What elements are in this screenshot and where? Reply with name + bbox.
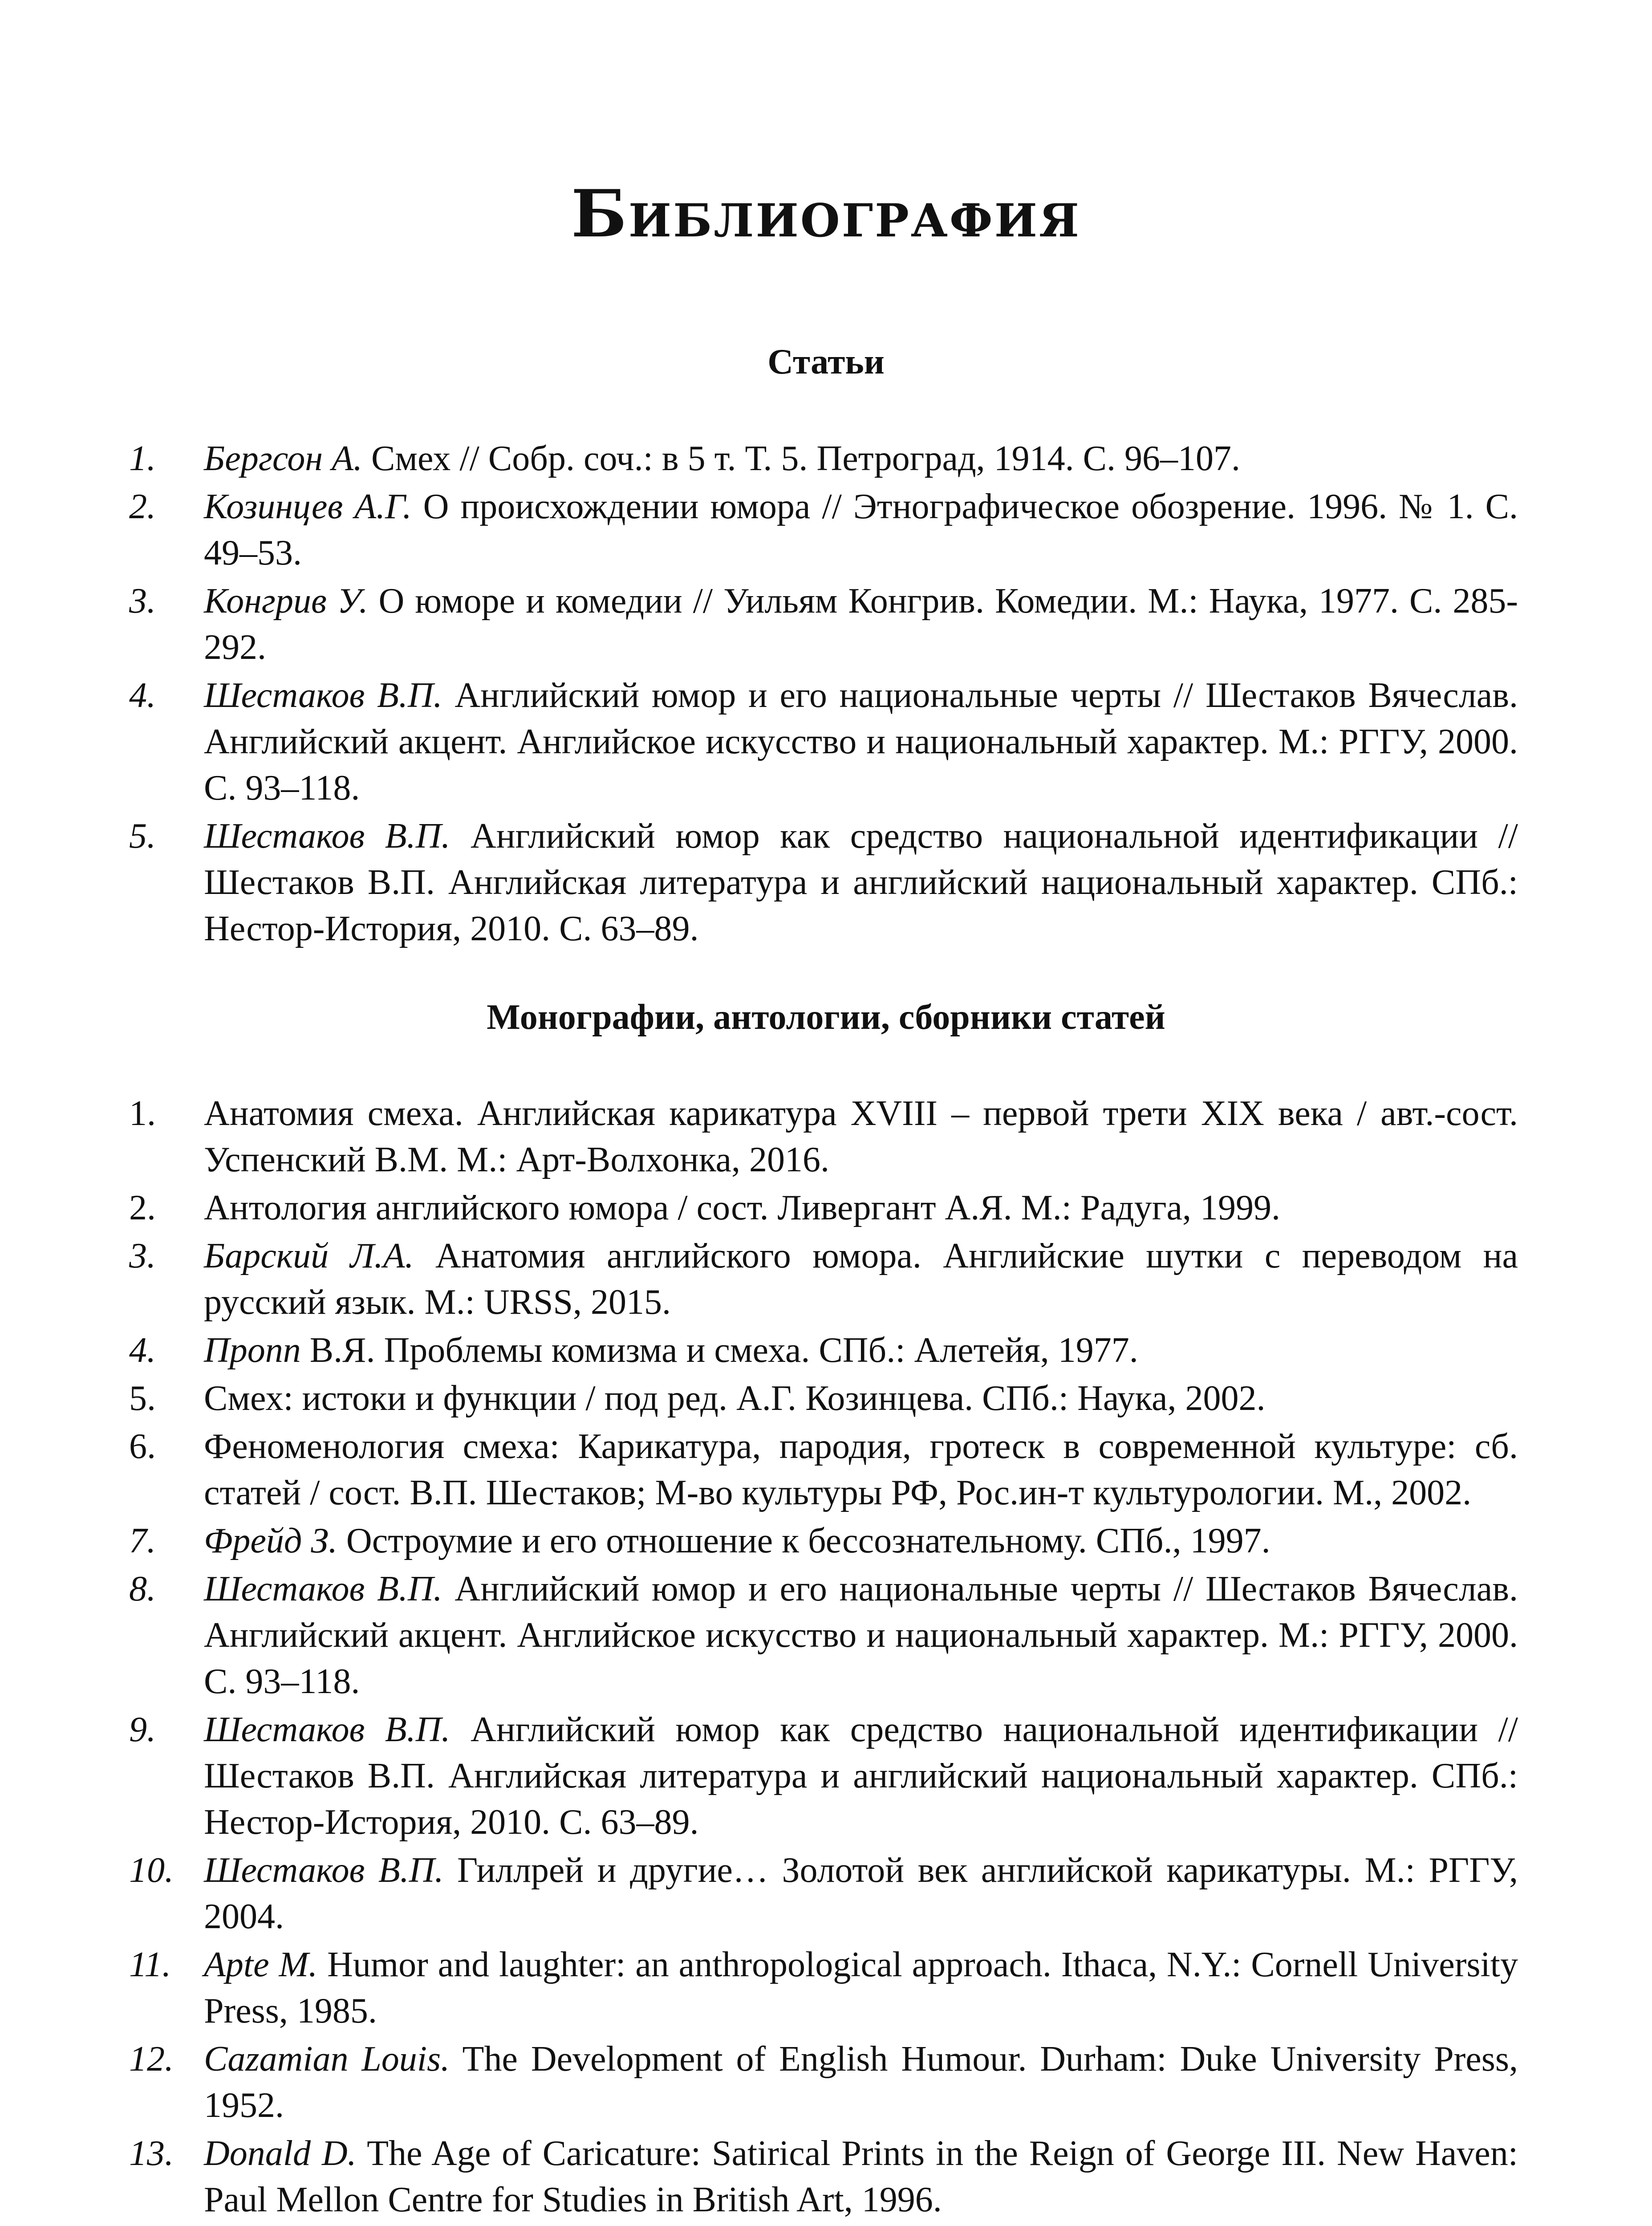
bibliography-entry	[129, 578, 1518, 670]
entry-number: 1.	[129, 1094, 156, 1133]
bibliography-entry	[129, 1706, 1518, 1845]
entry-author: Бергсон А.	[204, 439, 362, 478]
entry-author: Шестаков В.П.	[204, 816, 451, 856]
entry-author: Пропп	[204, 1331, 301, 1370]
bibliography-entry	[129, 1375, 1518, 1422]
bibliography-entry	[129, 1942, 1518, 2034]
entry-number: 3.	[129, 1236, 156, 1275]
entry-text: Феноменология смеха: Карикатура, пародия, гротеск в современной культуре: сб. статей / сост. В.П. Шестаков; М-во культуры РФ, Рос.ин-т культурологии. М., 2002.	[204, 1427, 1518, 1512]
entry-text: Гиллрей и другие… Золотой век английской карикатуры. М.: РГГУ, 2004.	[204, 1851, 1518, 1936]
entry-number: 5.	[129, 1379, 156, 1418]
entry-number: 2.	[129, 487, 156, 526]
bibliography-entry	[129, 2130, 1518, 2223]
entry-text: Английский юмор как средство национальной идентификации // Шестаков В.П. Английская литература и английский национальный характер. СПб.: Нестор-История, 2010. С. 63–89.	[204, 816, 1518, 948]
section-heading-articles: Статьи	[767, 342, 885, 382]
entry-author: Cazamian Louis.	[204, 2039, 450, 2079]
entry-text: Английский юмор и его национальные черты // Шестаков Вячеслав. Английский акцент. Английское искусство и национальный характер. М.: РГГУ, 2000. С. 93–118.	[204, 1569, 1518, 1701]
entry-number: 6.	[129, 1427, 156, 1466]
entry-number: 1.	[129, 439, 156, 478]
entry-author: Apte M.	[204, 1945, 318, 1984]
bibliography-entry	[129, 2036, 1518, 2129]
bibliography-entry	[129, 1518, 1518, 1564]
entry-text: The Development of English Humour. Durham: Duke University Press, 1952.	[204, 2039, 1518, 2125]
entry-author: Фрейд З.	[204, 1521, 337, 1560]
bibliography-entry	[129, 1847, 1518, 1940]
bibliography-entry	[129, 813, 1518, 952]
entry-author: Барский Л.А.	[204, 1236, 414, 1275]
entry-number: 7.	[129, 1521, 156, 1560]
entry-author: Козинцев А.Г.	[204, 487, 412, 526]
entry-text: Анатомия английского юмора. Английские шутки с переводом на русский язык. М.: URSS, 2015.	[204, 1236, 1518, 1322]
bibliography-entry	[129, 1566, 1518, 1705]
page-title: Библиография	[571, 176, 1081, 252]
entry-text: Английский юмор как средство национальной идентификации // Шестаков В.П. Английская литература и английский национальный характер. СПб.: Нестор-История, 2010. С. 63–89.	[204, 1710, 1518, 1842]
entry-number: 9.	[129, 1710, 156, 1749]
entry-text: Английский юмор и его национальные черты // Шестаков Вячеслав. Английский акцент. Английское искусство и национальный характер. М.: РГГУ, 2000. С. 93–118.	[204, 676, 1518, 808]
entry-number: 3.	[129, 581, 156, 621]
entry-number: 2.	[129, 1188, 156, 1227]
bibliography-entry	[129, 1185, 1518, 1231]
entry-author: Шестаков В.П.	[204, 1569, 442, 1609]
bibliography-entry	[129, 672, 1518, 811]
bibliography-list-articles	[129, 435, 1518, 954]
entry-text: The Age of Caricature: Satirical Prints in the Reign of George III. New Haven: Paul Mellon Centre for Studies in British Art, 1996.	[204, 2134, 1518, 2219]
entry-text: О происхождении юмора // Этнографическое обозрение. 1996. № 1. С. 49–53.	[204, 487, 1518, 573]
bibliography-entry	[129, 1423, 1518, 1516]
entry-author: Шестаков В.П.	[204, 676, 442, 715]
entry-author: Шестаков В.П.	[204, 1851, 444, 1890]
entry-number: 4.	[129, 676, 156, 715]
bibliography-entry	[129, 1327, 1518, 1373]
entry-text: В.Я. Проблемы комизма и смеха. СПб.: Алетейя, 1977.	[300, 1331, 1138, 1370]
entry-author: Donald D.	[204, 2134, 357, 2173]
entry-number: 8.	[129, 1569, 156, 1609]
bibliography-entry	[129, 1090, 1518, 1183]
entry-author: Шестаков В.П.	[204, 1710, 451, 1749]
bibliography-entry	[129, 435, 1518, 482]
entry-number: 10.	[129, 1851, 174, 1890]
bibliography-entry	[129, 1233, 1518, 1325]
bibliography-entry	[129, 483, 1518, 576]
entry-text: О юморе и комедии // Уильям Конгрив. Комедии. М.: Наука, 1977. С. 285-292.	[204, 581, 1518, 667]
entry-text: Смех // Собр. соч.: в 5 т. Т. 5. Петроград, 1914. С. 96–107.	[362, 439, 1241, 478]
section-heading-monographs: Монографии, антологии, сборники статей	[487, 998, 1165, 1037]
entry-number: 4.	[129, 1331, 156, 1370]
entry-text: Анатомия смеха. Английская карикатура XVIII – первой трети XIX века / авт.-сост. Успенский В.М. М.: Арт-Волхонка, 2016.	[204, 1094, 1518, 1179]
entry-number: 11.	[129, 1945, 171, 1984]
entry-number: 12.	[129, 2039, 174, 2079]
entry-text: Остроумие и его отношение к бессознательному. СПб., 1997.	[337, 1521, 1270, 1560]
entry-text: Антология английского юмора / сост. Ливергант А.Я. М.: Радуга, 1999.	[204, 1188, 1281, 1227]
entry-number: 13.	[129, 2134, 174, 2173]
entry-text: Смех: истоки и функции / под ред. А.Г. Козинцева. СПб.: Наука, 2002.	[204, 1379, 1266, 1418]
bibliography-list-monographs	[129, 1090, 1518, 2225]
entry-number: 5.	[129, 816, 156, 856]
entry-text: Humor and laughter: an anthropological approach. Ithaca, N.Y.: Cornell University Press, 1985.	[204, 1945, 1518, 2031]
entry-author: Конгрив У.	[204, 581, 368, 621]
